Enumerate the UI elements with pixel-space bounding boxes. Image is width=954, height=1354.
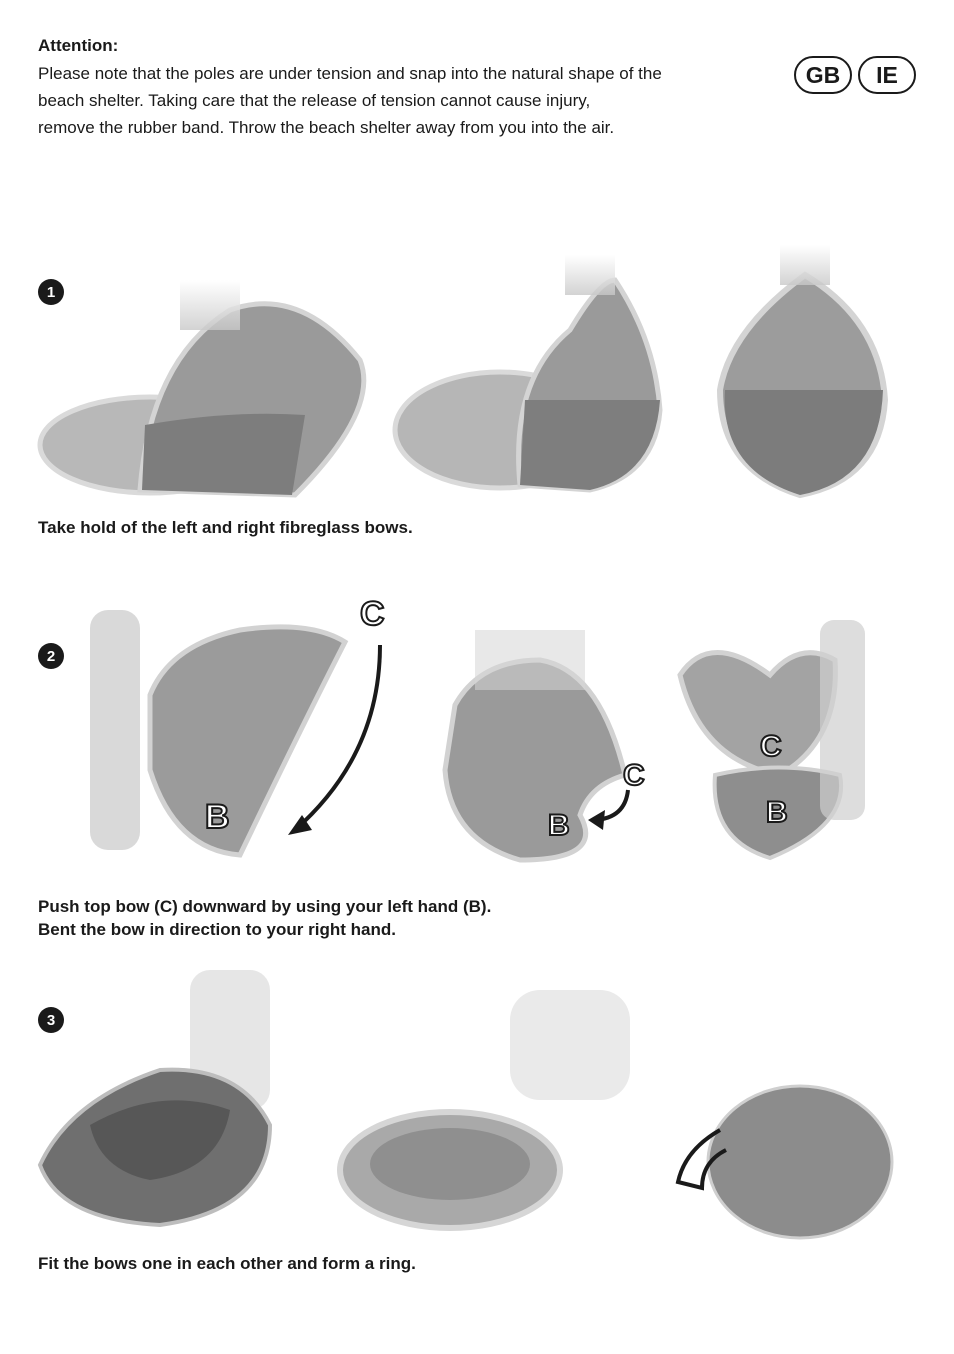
- language-badge-ie: IE: [858, 56, 916, 94]
- language-badge-gb: GB: [794, 56, 852, 94]
- step-3-number: 3: [38, 1007, 64, 1033]
- caption-line: Bent the bow in direction to your right hand.: [38, 920, 396, 939]
- attention-line: beach shelter. Taking care that the release of tension cannot cause injury,: [38, 91, 591, 110]
- step-1-image-1: [40, 280, 364, 495]
- label-c: C: [760, 730, 782, 763]
- caption-line: Push top bow (C) downward by using your left hand (B).: [38, 897, 492, 916]
- label-b: B: [548, 809, 570, 842]
- attention-text: [38, 60, 738, 141]
- step-3-image-3: [678, 1086, 892, 1238]
- label-c: C: [623, 759, 645, 792]
- step-3-caption: [38, 1252, 416, 1275]
- step-1-illustrations: [30, 240, 930, 510]
- label-c: C: [360, 595, 385, 633]
- attention-line: Please note that the poles are under tension and snap into the natural shape of the: [38, 64, 662, 83]
- step-3-illustrations: [30, 950, 910, 1240]
- step-1-image-2: [395, 255, 660, 490]
- label-b: B: [205, 798, 230, 836]
- step-1-caption: [38, 516, 413, 539]
- attention-line: remove the rubber band. Throw the beach shelter away from you into the air.: [38, 118, 615, 137]
- step-1-number: 1: [38, 279, 64, 305]
- attention-title: Attention:: [38, 36, 119, 55]
- caption-line: Fit the bows one in each other and form a ring.: [38, 1254, 416, 1273]
- step-1-image-3: [720, 245, 885, 495]
- step-2-caption: [38, 895, 491, 941]
- step-2-illustrations: [80, 590, 900, 870]
- step-3-image-1: [40, 970, 270, 1225]
- caption-line: Take hold of the left and right fibreglass bows.: [38, 518, 413, 537]
- step-3-image-2: [340, 990, 630, 1228]
- label-b: B: [766, 796, 788, 829]
- step-2-image-3: [680, 620, 865, 858]
- step-2-number: 2: [38, 643, 64, 669]
- step-2-image-2: [445, 630, 645, 860]
- step-2-image-1: [90, 595, 385, 855]
